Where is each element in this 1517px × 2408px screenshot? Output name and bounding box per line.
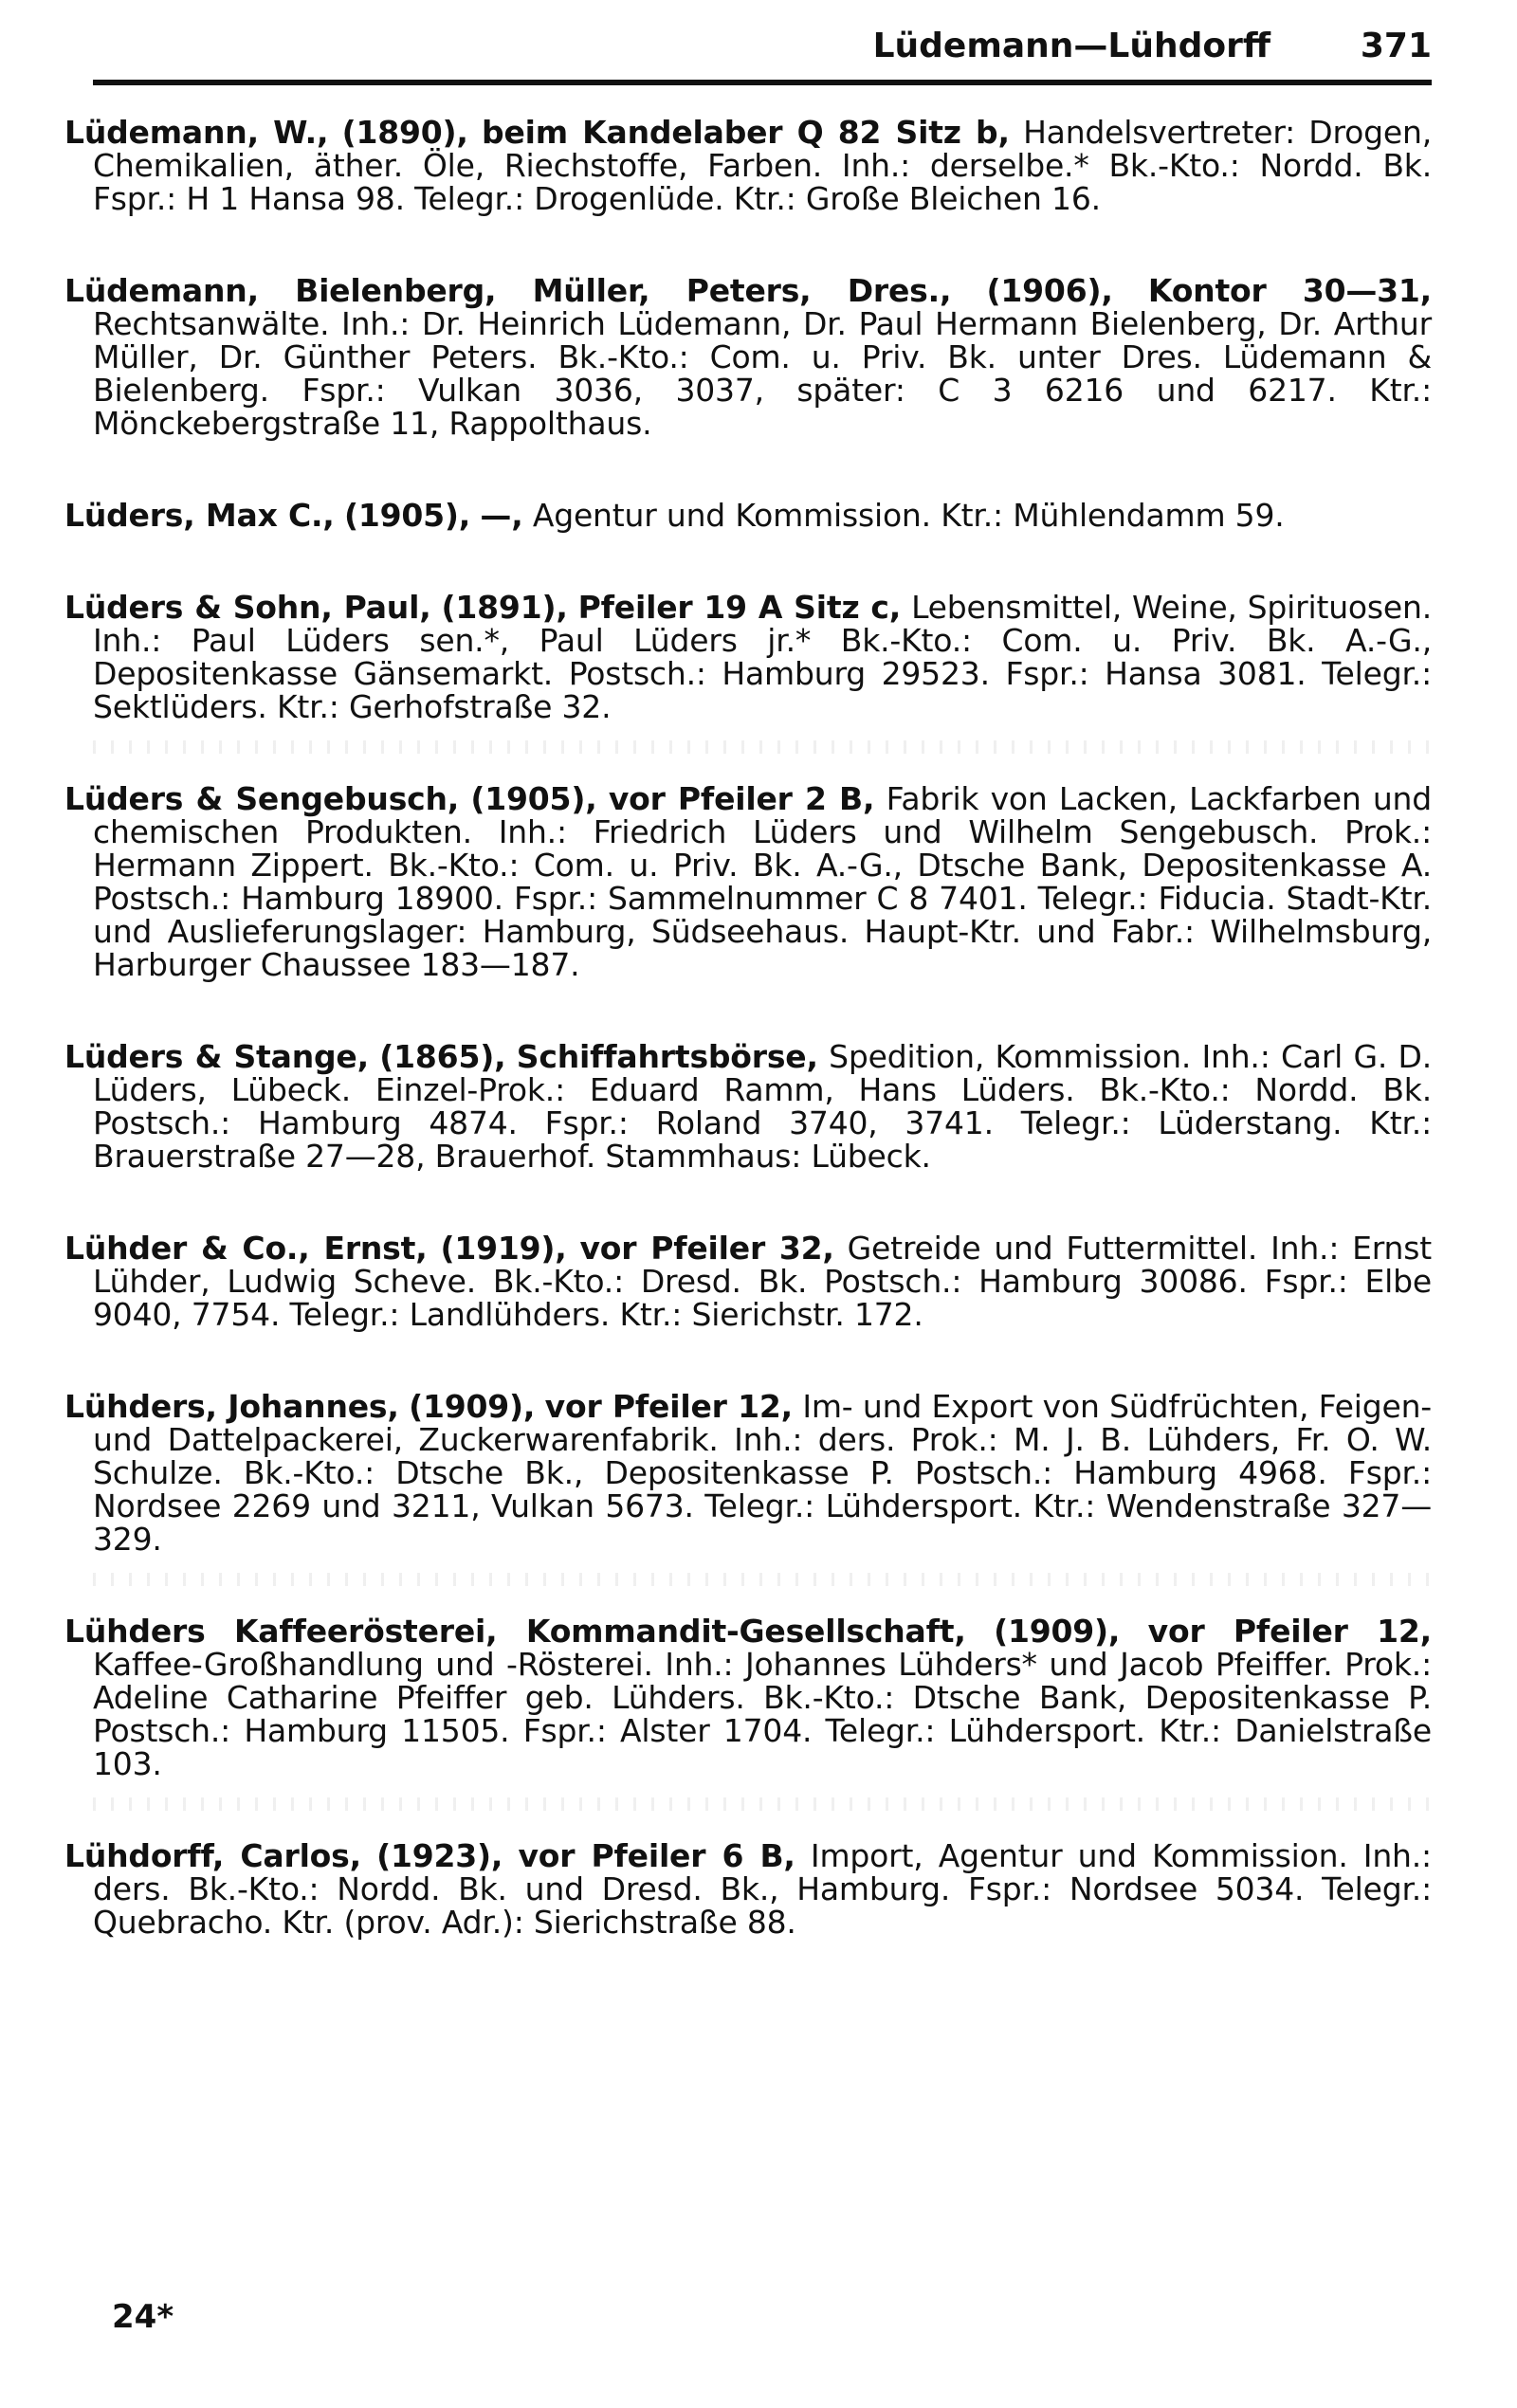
entry-year: (1890), xyxy=(341,114,468,151)
directory-entry xyxy=(64,499,1432,532)
entry-text: Handelsvertreter: Drogen, Chemikalien, äther. Öle, Riechstoffe, Farben. Inh.: derselbe.* Bk.-Kto.: Nordd. Bk. Fspr.: H 1 Hansa 98. Telegr.: Drogenlüde. Ktr.: Große Bleichen 16. xyxy=(93,114,1433,217)
entry-text: Fabrik von Lacken, Lackfarben und chemischen Produkten. Inh.: Friedrich Lüders und Wilhelm Sengebusch. Prok.: Hermann Zippert. Bk.-Kto.: Com. u. Priv. Bk. A.-G., Dtsche Bank, Depositenkasse A. Postsch.: Hamburg 18900. Fspr.: Sammelnummer C 8 7401. Telegr.: Fiducia. Stadt-Ktr. und Auslieferungslager: Hamburg, Südseehaus. Haupt-Ktr. und Fabr.: Wilhelmsburg, Harburger Chaussee 183—187. xyxy=(93,780,1432,983)
entry-year: (1923), xyxy=(376,1837,503,1874)
entry-name: Lühdorff, Carlos, xyxy=(64,1837,361,1874)
entry-location: vor Pfeiler 6 B, xyxy=(518,1837,795,1874)
directory-entry xyxy=(64,1231,1432,1331)
print-bleed-specks xyxy=(93,740,1432,754)
entry-name: Lüders, Max C., xyxy=(64,497,335,534)
entry-location: vor Pfeiler 32, xyxy=(579,1230,834,1267)
header-rule xyxy=(93,80,1432,85)
directory-entry xyxy=(64,274,1432,440)
entry-year: (1906), xyxy=(986,272,1113,309)
entry-year: (1905), xyxy=(470,780,597,817)
entry-text: Im- und Export von Südfrüchten, Feigen- und Dattelpackerei, Zuckerwarenfabrik. Inh.: ders. Prok.: M. J. B. Lühders, Fr. O. W. Schulze. Bk.-Kto.: Dtsche Bk., Depositenkasse P. Postsch.: Hamburg 4968. Fspr.: Nordsee 2269 und 3211, Vulkan 5673. Telegr.: Lühdersport. Ktr.: Wendenstraße 327—329. xyxy=(93,1388,1432,1558)
entry-location: vor Pfeiler 12, xyxy=(544,1388,793,1425)
directory-entry xyxy=(64,1839,1432,1939)
signature-mark: 24* xyxy=(112,2298,174,2336)
directory-entry xyxy=(64,116,1432,215)
entry-year: (1865), xyxy=(379,1038,506,1075)
entry-name: Lüders & Stange, xyxy=(64,1038,369,1075)
entry-year: (1905), xyxy=(343,497,471,534)
directory-entry xyxy=(64,1390,1432,1556)
entry-location: vor Pfeiler 2 B, xyxy=(608,780,875,817)
page-number: 371 xyxy=(1360,27,1432,65)
entry-text: Import, Agentur und Kommission. Inh.: ders. Bk.-Kto.: Nordd. Bk. und Dresd. Bk., Hamburg. Fspr.: Nordsee 5034. Telegr.: Quebracho. Ktr. (prov. Adr.): Sierichstraße 88. xyxy=(93,1837,1432,1941)
entry-location: —, xyxy=(480,497,523,534)
entry-location: beim Kandelaber Q 82 Sitz b, xyxy=(482,114,1010,151)
entry-location: Pfeiler 19 A Sitz c, xyxy=(577,589,902,626)
directory-entry xyxy=(64,1040,1432,1173)
entry-text: Kaffee-Großhandlung und -Rösterei. Inh.: Johannes Lühders* und Jacob Pfeiffer. Prok.: Adeline Catharine Pfeiffer geb. Lühders. Bk.-Kto.: Dtsche Bank, Depositenkasse P. Postsch.: Hamburg 11505. Fspr.: Alster 1704. Telegr.: Lühdersport. Ktr.: Danielstraße 103. xyxy=(93,1646,1432,1782)
entry-text: Getreide und Futtermittel. Inh.: Ernst Lühder, Ludwig Scheve. Bk.-Kto.: Dresd. Bk. Postsch.: Hamburg 30086. Fspr.: Elbe 9040, 7754. Telegr.: Landlühders. Ktr.: Sierichstr. 172. xyxy=(93,1230,1433,1333)
directory-entry xyxy=(64,1614,1432,1780)
directory-entry xyxy=(64,782,1432,981)
entry-text: Agentur und Kommission. Ktr.: Mühlendamm 59. xyxy=(532,497,1285,534)
entry-text: Rechtsanwälte. Inh.: Dr. Heinrich Lüdemann, Dr. Paul Hermann Bielenberg, Dr. Arthur Müller, Dr. Günther Peters. Bk.-Kto.: Com. u. Priv. Bk. unter Dres. Lüdemann & Bielenberg. Fspr.: Vulkan 3036, 3037, später: C 3 6216 und 6217. Ktr.: Mönckebergstraße 11, Rappolthaus. xyxy=(93,305,1432,442)
print-bleed-specks xyxy=(93,1573,1432,1586)
entry-name: Lühders Kaffeerösterei, Kommandit-Gesellschaft, xyxy=(64,1613,966,1650)
page-header xyxy=(93,23,1432,76)
entry-location: Schiffahrtsbörse, xyxy=(516,1038,818,1075)
entry-year: (1909), xyxy=(409,1388,536,1425)
directory-entry xyxy=(64,591,1432,723)
entry-name: Lüders & Sohn, Paul, xyxy=(64,589,431,626)
running-title: Lüdemann—Lühdorff xyxy=(872,27,1270,65)
entry-list xyxy=(64,116,1432,1939)
entry-location: vor Pfeiler 12, xyxy=(1147,1613,1433,1650)
entry-year: (1909), xyxy=(994,1613,1121,1650)
entry-year: (1919), xyxy=(440,1230,567,1267)
entry-text: Lebensmittel, Weine, Spirituosen. Inh.: Paul Lüders sen.*, Paul Lüders jr.* Bk.-Kto.: Com. u. Priv. Bk. A.-G., Depositenkasse Gänsemarkt. Postsch.: Hamburg 29523. Fspr.: Hansa 3081. Telegr.: Sektlüders. Ktr.: Gerhofstraße 32. xyxy=(93,589,1433,725)
entry-text: Spedition, Kommission. Inh.: Carl G. D. Lüders, Lübeck. Einzel-Prok.: Eduard Ramm, Hans Lüders. Bk.-Kto.: Nordd. Bk. Postsch.: Hamburg 4874. Fspr.: Roland 3740, 3741. Telegr.: Lüderstang. Ktr.: Brauerstraße 27—28, Brauerhof. Stammhaus: Lübeck. xyxy=(93,1038,1432,1175)
entry-name: Lühder & Co., Ernst, xyxy=(64,1230,428,1267)
print-bleed-specks xyxy=(93,1797,1432,1811)
entry-name: Lüdemann, Bielenberg, Müller, Peters, Dres., xyxy=(64,272,952,309)
entry-year: (1891), xyxy=(441,589,568,626)
entry-location: Kontor 30—31, xyxy=(1147,272,1433,309)
entry-name: Lüders & Sengebusch, xyxy=(64,780,460,817)
entry-name: Lüdemann, W., xyxy=(64,114,329,151)
entry-name: Lühders, Johannes, xyxy=(64,1388,399,1425)
